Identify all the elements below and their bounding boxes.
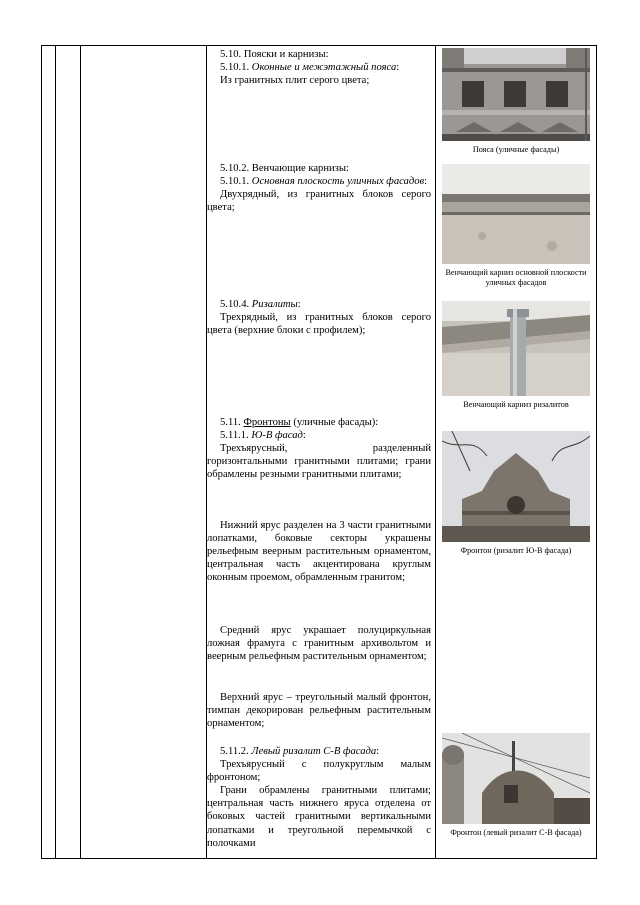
subsection-heading: 5.10.1. Основная плоскость уличных фасадов: bbox=[220, 176, 428, 188]
section-5-11 bbox=[207, 416, 431, 481]
section-text: Грани обрамлены гранитными плитами; центральная часть нижнего яруса отделена от боковых частей гранитными вертикальными лопатками и треугольной перемычкой с полочками bbox=[207, 785, 431, 849]
section-text: Нижний ярус разделен на 3 части гранитными лопатками, боковые секторы украшены рельефным веерным растительным орнаментом, центральная часть акцентирована круглым оконным проемом, обрамленным гранитом; bbox=[207, 520, 431, 584]
subsection-heading: 5.10.1. Оконные и межэтажный пояса: bbox=[220, 62, 400, 74]
section-text: Из гранитных плит серого цвета; bbox=[220, 75, 370, 87]
photo-crown-cornice bbox=[442, 164, 590, 264]
section-5-11-middle-tier bbox=[207, 624, 431, 663]
section-text: Трехъярусный с полукруглым малым фронтоном; bbox=[207, 759, 431, 784]
subsection-heading: 5.11.1. Ю-В фасад: bbox=[220, 430, 306, 442]
photo-caption: Венчающий карниз основной плоскости уличных фасадов bbox=[445, 268, 587, 287]
photo-belts bbox=[442, 48, 590, 141]
column-divider bbox=[80, 46, 81, 858]
section-text: Средний ярус украшает полуциркульная ложная фрамуга с гранитным архивольтом и веерным рельефным растительным орнаментом; bbox=[207, 625, 431, 663]
section-text: Трехъярусный, разделенный горизонтальными гранитными плитами; грани обрамлены резными гранитными плитами; bbox=[207, 443, 431, 481]
section-5-11-upper-tier bbox=[207, 691, 431, 730]
column-divider bbox=[435, 46, 436, 858]
section-heading: 5.10.4. Ризалиты: bbox=[220, 299, 301, 310]
photo-risalit-cornice bbox=[442, 301, 590, 396]
section-5-10 bbox=[207, 48, 431, 87]
section-5-10-4 bbox=[207, 298, 431, 337]
section-heading: 5.10.2. Венчающие карнизы: bbox=[220, 163, 349, 174]
section-5-11-2 bbox=[207, 745, 431, 850]
column-divider bbox=[55, 46, 56, 858]
photo-caption: Фронтон (левый ризалит С-В фасада) bbox=[450, 828, 582, 837]
photo-gable-se-facade bbox=[442, 431, 590, 542]
section-5-10-2 bbox=[207, 162, 431, 214]
section-heading: 5.10. Пояски и карнизы: bbox=[220, 49, 329, 60]
section-text: Трехрядный, из гранитных блоков серого цвета (верхние блоки с профилем); bbox=[207, 312, 431, 337]
photo-gable-ne-facade bbox=[442, 733, 590, 824]
section-heading: 5.11.2. Левый ризалит С-В фасада: bbox=[220, 746, 380, 757]
section-text: Верхний ярус – треугольный малый фронтон, тимпан декорирован рельефным растительным орнаментом; bbox=[207, 692, 431, 730]
photo-caption: Венчающий карниз ризалитов bbox=[463, 400, 569, 409]
section-5-11-lower-tier bbox=[207, 519, 431, 584]
section-text: Двухрядный, из гранитных блоков серого цвета; bbox=[207, 189, 431, 214]
photo-caption: Фронтон (ризалит Ю-В фасада) bbox=[460, 546, 572, 555]
photo-caption: Пояса (уличные фасады) bbox=[472, 145, 560, 154]
document-table bbox=[41, 45, 597, 859]
section-heading: 5.11. Фронтоны (уличные фасады): bbox=[220, 417, 379, 428]
